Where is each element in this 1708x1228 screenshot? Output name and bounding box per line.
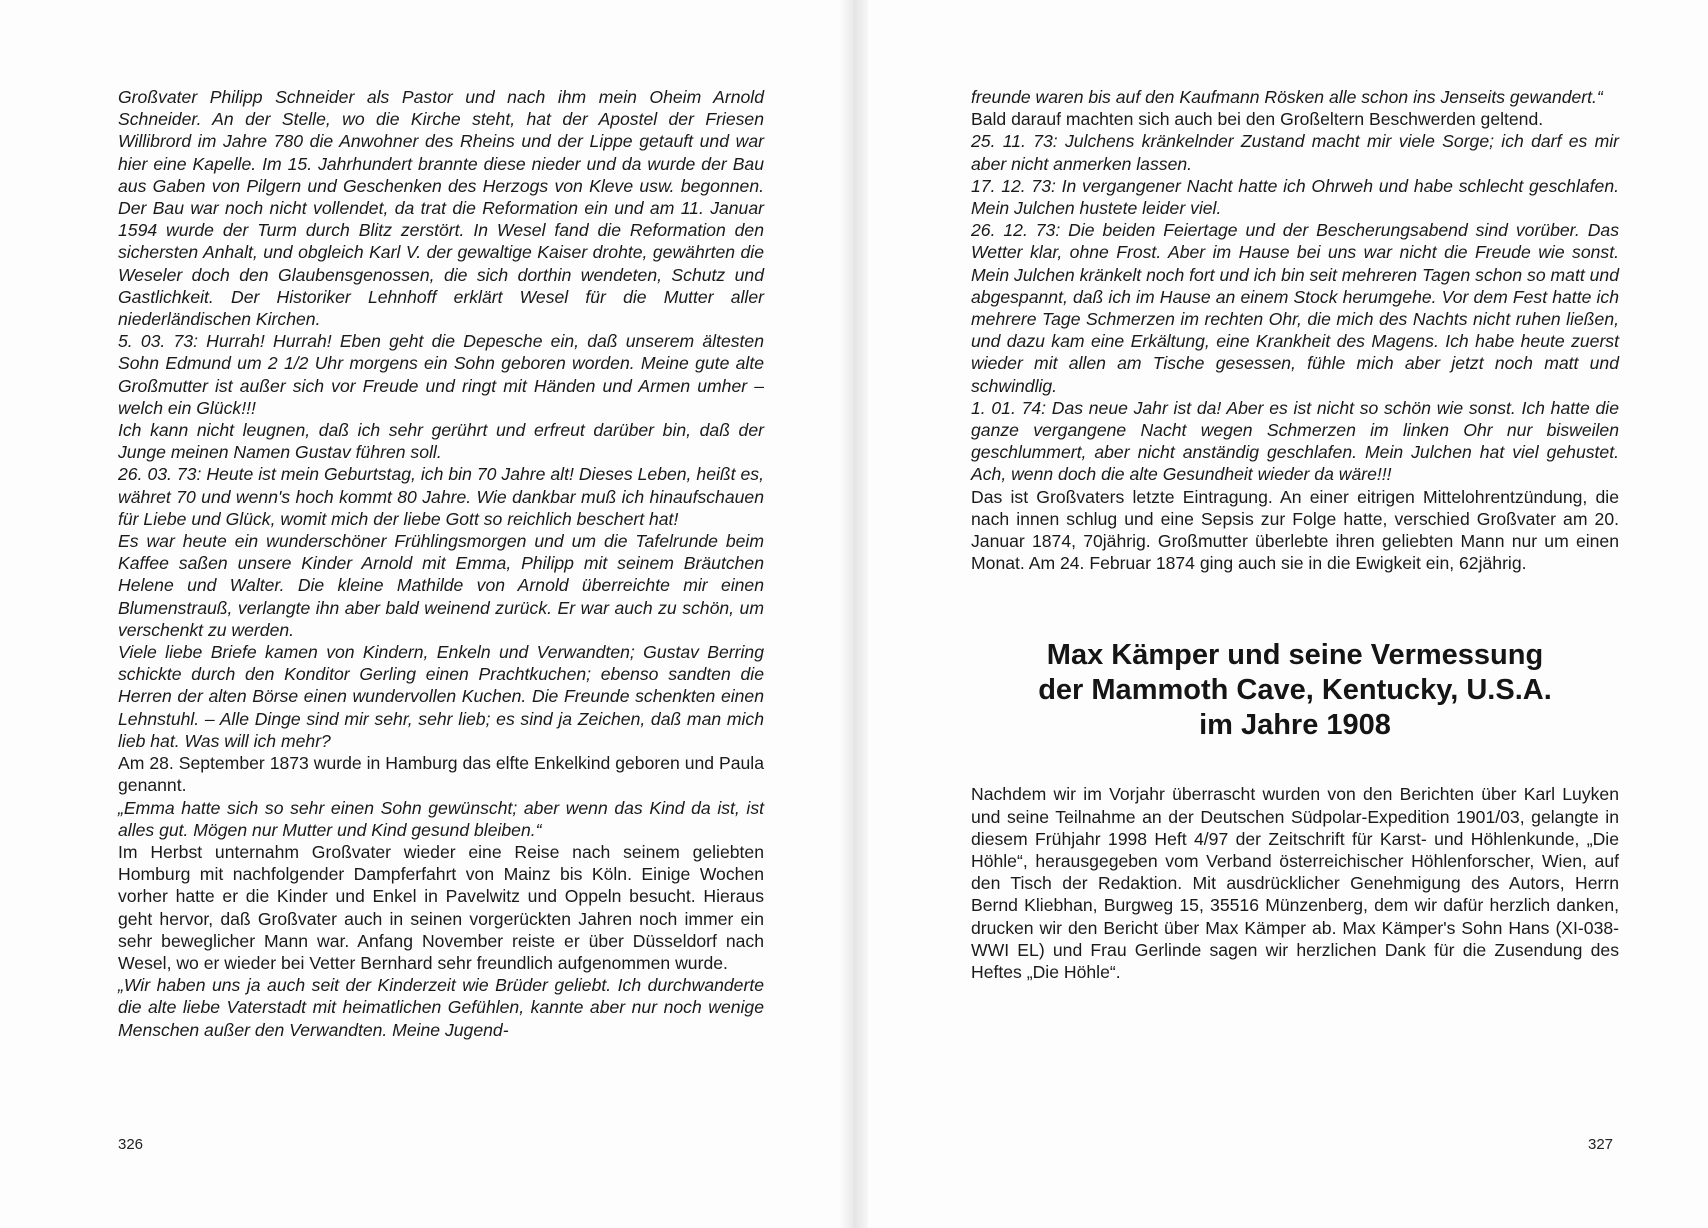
- right-text-column: [971, 86, 1619, 983]
- page-number: 327: [1588, 1136, 1614, 1153]
- heading-line: Max Kämper und seine Vermessung: [1046, 639, 1544, 672]
- paragraph: Das ist Großvaters letzte Eintragung. An einer eitrigen Mittelohrentzündung, die nach innen schlug und eine Sepsis zur Folge hatte, verschied Großvater am 20. Januar 1874, 70jährig. Großmutter überlebte ihren geliebten Mann nur um einen Monat. Am 24. Februar 1874 ging auch sie in die Ewigkeit ein, 62jährig.: [971, 486, 1619, 574]
- paragraph: Am 28. September 1873 wurde in Hamburg das elfte Enkelkind geboren und Paula genannt.: [118, 753, 764, 796]
- paragraph: Nachdem wir im Vorjahr überrascht wurden von den Berichten über Karl Luyken und seine Teilnahme an der Deutschen Südpolar-Expedition 1901/03, gelangte in diesem Frühjahr 1998 Heft 4/97 der Zeitschrift für Karst- und Höhlenkunde, „Die Höhle“, herausgegeben vom Verband österreichischer Höhlenforscher, Wien, auf den Tisch der Redaktion. Mit ausdrücklicher Genehmigung des Autors, Herrn Bernd Kliebhan, Burgweg 15, 35516 Münzenberg, dem wir dafür herzlich danken, drucken wir den Bericht über Max Kämper ab. Max Kämper's Sohn Hans (XI-038-WWI EL) und Frau Gerlinde sagen wir herzlichen Dank für die Zusendung des Heftes „Die Höhle“.: [971, 784, 1619, 983]
- paragraph: freunde waren bis auf den Kaufmann Rösken alle schon ins Jenseits gewandert.“: [971, 87, 1603, 107]
- paragraph: 1. 01. 74: Das neue Jahr ist da! Aber es ist nicht so schön wie sonst. Ich hatte die ganze vergangene Nacht wegen Schmerzen im linken Ohr nur bisweilen geschlummert, aber nicht anständig geschlafen. Mein Julchen hat viel gehustet. Ach, wenn doch die alte Gesundheit wieder da wäre!!!: [971, 397, 1619, 485]
- paragraph: 26. 03. 73: Heute ist mein Geburtstag, ich bin 70 Jahre alt! Dieses Leben, heißt es, währet 70 und wenn's hoch kommt 80 Jahre. Wie dankbar muß ich hinaufschauen für Liebe und Glück, womit mich der liebe Gott so reichlich beschert hat!: [118, 464, 764, 529]
- paragraph: Bald darauf machten sich auch bei den Großeltern Beschwerden geltend.: [971, 109, 1544, 130]
- heading-line: der Mammoth Cave, Kentucky, U.S.A.: [1038, 674, 1552, 707]
- section-heading: [971, 638, 1619, 743]
- paragraph: 17. 12. 73: In vergangener Nacht hatte ich Ohrweh und habe schlecht geschlafen. Mein Julchen hustete leider viel.: [971, 175, 1619, 219]
- left-text-column: [118, 86, 764, 1041]
- paragraph: Im Herbst unternahm Großvater wieder eine Reise nach seinem geliebten Homburg mit nachfolgender Dampferfahrt von Mainz bis Köln. Einige Wochen vorher hatte er die Kinder und Enkel in Pavelwitz und Oppeln besucht. Hieraus geht hervor, daß Großvater auch in seinen vorgerückten Jahren noch immer ein sehr beweglicher Mann war. Anfang November reiste er über Düsseldorf nach Wesel, wo er wieder bei Vetter Bernhard sehr freundlich aufgenommen wurde.: [118, 841, 764, 973]
- left-page: [0, 0, 838, 1228]
- paragraph: 25. 11. 73: Julchens kränkelnder Zustand macht mir viele Sorge; ich darf es mir aber nicht anmerken lassen.: [971, 131, 1619, 174]
- paragraph: Viele liebe Briefe kamen von Kindern, Enkeln und Verwandten; Gustav Berring schickte durch den Konditor Gerling einen Prachtkuchen; ebenso sandten die Herren der alten Börse einen wundervollen Kuchen. Die Freunde schenkten einen Lehnstuhl. – Alle Dinge sind mir sehr, sehr lieb; es sind ja Zeichen, daß man mich lieb hat. Was will ich mehr?: [118, 642, 764, 751]
- paragraph: 5. 03. 73: Hurrah! Hurrah! Eben geht die Depesche ein, daß unserem ältesten Sohn Edmund um 2 1/2 Uhr morgens ein Sohn geboren worden. Meine gute alte Großmutter ist außer sich vor Freude und ringt mit Händen und Armen umher – welch ein Glück!!!: [118, 331, 764, 418]
- right-page: [868, 0, 1708, 1228]
- page-number: 326: [118, 1136, 144, 1153]
- heading-line: im Jahre 1908: [1199, 709, 1391, 742]
- paragraph: Ich kann nicht leugnen, daß ich sehr gerührt und erfreut darüber bin, daß der Junge meinen Namen Gustav führen soll.: [118, 420, 764, 463]
- paragraph: 26. 12. 73: Die beiden Feiertage und der Bescherungsabend sind vorüber. Das Wetter klar, ohne Frost. Aber im Hause bei uns war nicht die Freude wie sonst. Mein Julchen kränkelt noch fort und ich bin seit mehreren Tagen schon so matt und abgespannt, daß ich im Hause an einem Stock herumgehe. Vor dem Fest hatte ich mehrere Tage Schmerzen im rechten Ohr, die mich des Nachts nicht ruhen ließen, und dazu kam eine Erkältung, eine Krankheit des Magens. Ich habe heute zuerst wieder mit allen am Tische gesessen, fühle mich aber jetzt noch matt und schwindlig.: [971, 220, 1619, 396]
- book-gutter: [838, 0, 868, 1228]
- paragraph: Großvater Philipp Schneider als Pastor und nach ihm mein Oheim Arnold Schneider. An der Stelle, wo die Kirche steht, hat der Apostel der Friesen Willibrord im Jahre 780 die Anwohner des Rheins und der Lippe getauft und war hier eine Kapelle. Im 15. Jahrhundert brannte diese nieder und da wurde der Bau aus Gaben von Pilgern und Geschenken des Herzogs von Kleve usw. begonnen. Der Bau war noch nicht vollendet, da trat die Reformation ein und am 11. Januar 1594 wurde der Turm durch Blitz zerstört. In Wesel fand die Reformation den sichersten Anhalt, und obgleich Karl V. der gewaltige Kaiser drohte, gewährten die Weseler doch den Glaubensgenossen, die sich dorthin wendeten, Schutz und Gastlichkeit. Der Historiker Lehnhoff erklärt Wesel für die Mutter aller niederländischen Kirchen.: [118, 87, 764, 330]
- paragraph: „Wir haben uns ja auch seit der Kinderzeit wie Brüder geliebt. Ich durchwanderte die alte liebe Vaterstadt mit heimatlichen Gefühlen, kannte aber nur noch wenige Menschen außer den Verwandten. Meine Jugend-: [118, 975, 764, 1040]
- paragraph: „Emma hatte sich so sehr einen Sohn gewünscht; aber wenn das Kind da ist, ist alles gut. Mögen nur Mutter und Kind gesund bleiben.“: [118, 797, 764, 840]
- paragraph: Es war heute ein wunderschöner Frühlingsmorgen und um die Tafelrunde beim Kaffee saßen unsere Kinder Arnold mit Emma, Philipp mit seinem Bräutchen Helene und Walter. Die kleine Mathilde von Arnold überreichte mir einen Blumenstrauß, verlangte ihn aber bald weinend zurück. Er war auch zu schön, um verschenkt zu werden.: [118, 531, 764, 640]
